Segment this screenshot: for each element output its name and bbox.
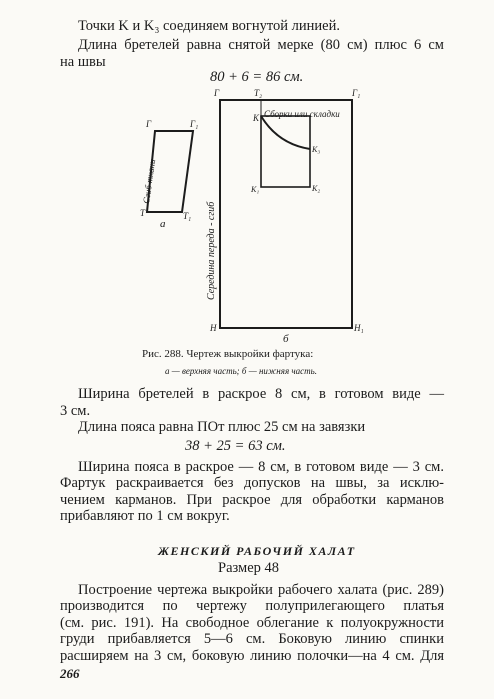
belt-line-4: прибавляют по 1 см вокруг. (60, 508, 230, 524)
label-gathers: Сборки или складки (264, 109, 340, 119)
robe-line-1: Построение чертежа выкройки рабочего халата (рис. 289) (78, 582, 444, 598)
formula-1: 80 + 6 = 86 см. (210, 69, 304, 85)
label-b: б (283, 333, 289, 345)
straps-line-3: Длина пояса равна ПОт плюс 25 см на завязки (78, 419, 366, 435)
belt-line-3: чением карманов. При раскрое для обработки карманов (60, 492, 444, 508)
label-strap-a: а (160, 218, 166, 230)
figure-caption: Рис. 288. Чертеж выкройки фартука: (142, 348, 314, 360)
straps-line-1: Ширина бретелей в раскрое 8 см, в готовом виде — (78, 386, 444, 402)
section-heading: ЖЕНСКИЙ РАБОЧИЙ ХАЛАТ (158, 544, 356, 558)
main-piece-outline (220, 100, 352, 328)
intro-line-1: Точки K и K₃ соединяем вогнутой линией. (78, 18, 340, 34)
robe-line-4: груди прибавляется 5—6 см. Боковую линию спинки (60, 631, 444, 647)
robe-line-5: расширяем на 3 см, боковую линию полочки—на 4 см. Для (60, 648, 444, 664)
label-k: K (253, 113, 260, 123)
label-k2: K₂ (312, 184, 321, 193)
robe-line-2: производится по чертежу полуприлегающего платья (60, 598, 444, 614)
straps-line-2: 3 см. (60, 403, 91, 419)
label-h: Н (210, 323, 217, 333)
label-strap-t: Т (140, 208, 146, 218)
label-strap-g1: Г₁ (190, 119, 199, 129)
formula-2: 38 + 25 = 63 см. (185, 438, 286, 454)
intro-line-2: Длина бретелей равна снятой мерке (80 см) плюс 6 см (78, 37, 444, 53)
label-k1: K₁ (251, 185, 260, 194)
page-number: 266 (60, 666, 80, 681)
belt-line-2: Фартук раскраивается без допусков на швы, за исклю- (60, 475, 444, 491)
intro-line-3: на швы (60, 54, 106, 70)
figure-caption-sub: а — верхняя часть; б — нижняя часть. (165, 366, 318, 376)
label-h1: Н₁ (354, 323, 364, 333)
label-center-fold: Середина переда - сгиб (206, 201, 217, 300)
label-strap-t1: Т₁ (183, 211, 192, 221)
label-strap-fold: Сгиб ткани (141, 158, 158, 205)
pocket-curve (261, 116, 310, 149)
robe-line-3: (см. рис. 191). На свободное облегание к полуокружности (60, 615, 444, 631)
label-t2: Т₂ (254, 88, 263, 98)
belt-line-1: Ширина пояса в раскрое — 8 см, в готовом виде — 3 см. (78, 459, 444, 475)
label-g1: Г₁ (352, 88, 361, 98)
label-g: Г (214, 88, 220, 98)
size-label: Размер 48 (218, 560, 280, 576)
label-k3: K₃ (312, 145, 321, 154)
label-strap-g: Г (146, 119, 152, 129)
